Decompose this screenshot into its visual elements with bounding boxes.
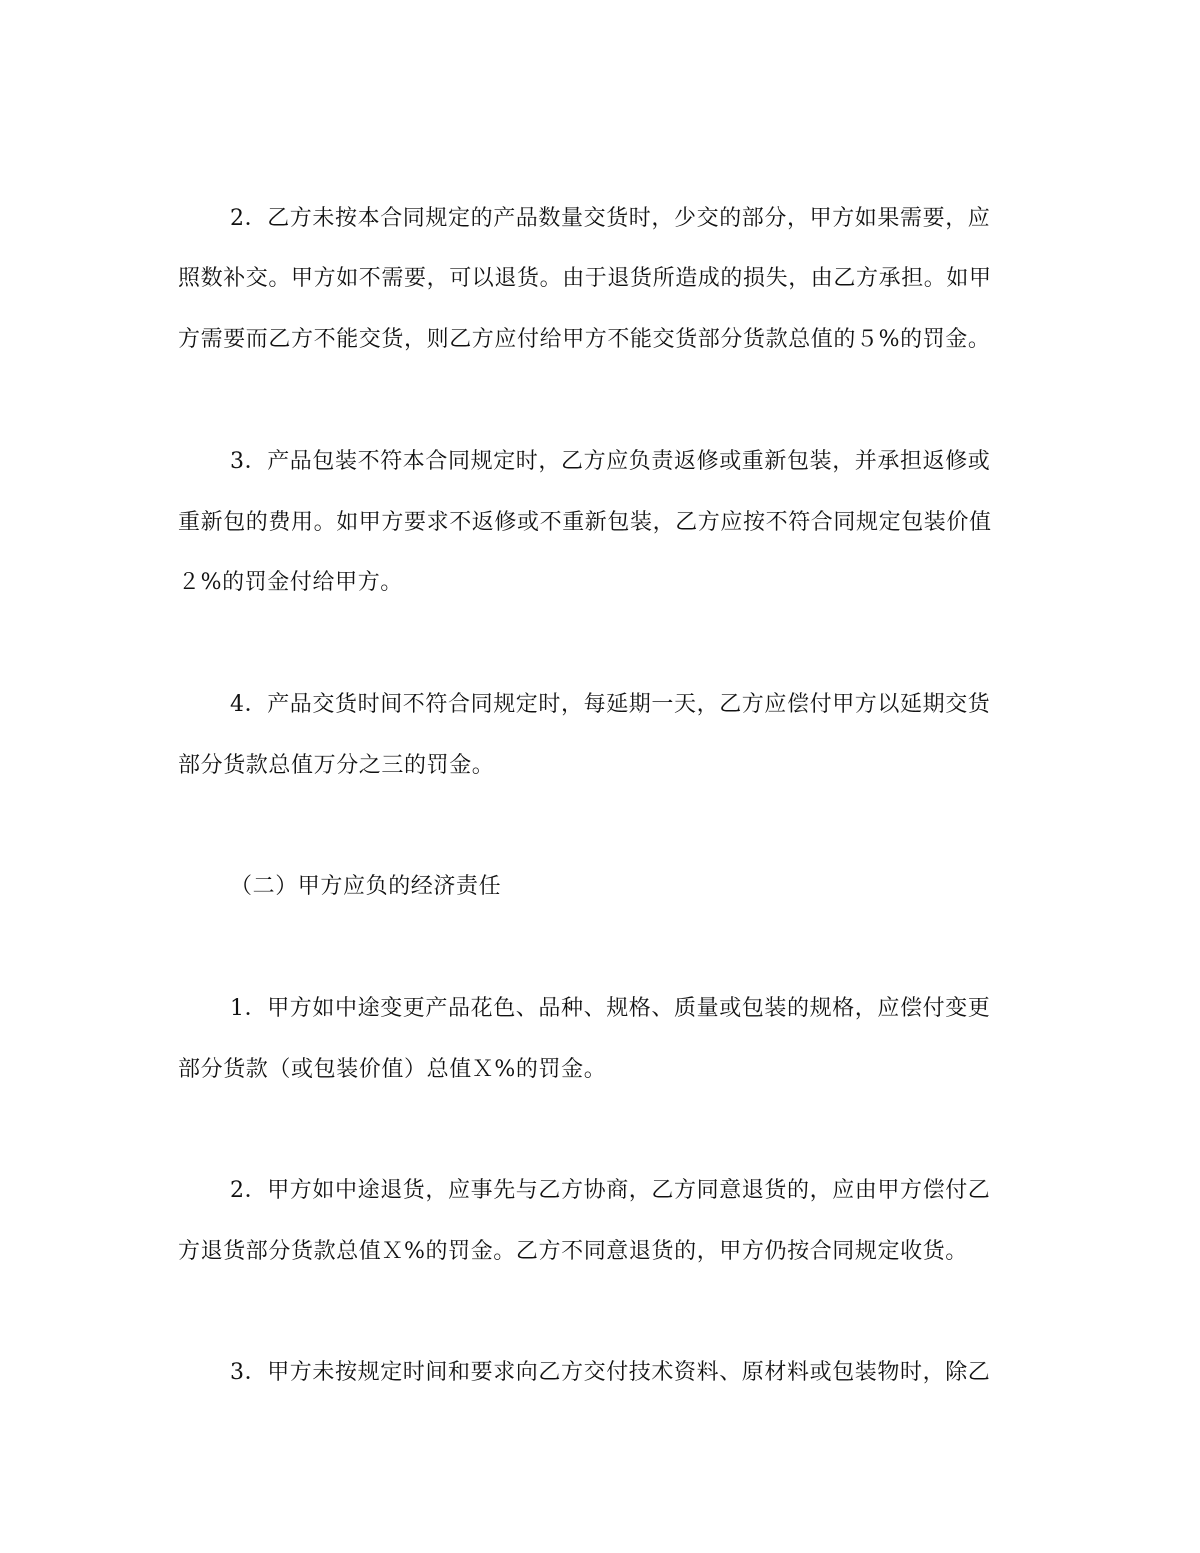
paragraph-line: 4．产品交货时间不符合同规定时，每延期一天，乙方应偿付甲方以延期交货 bbox=[230, 692, 991, 717]
paragraph-line: 2．乙方未按本合同规定的产品数量交货时，少交的部分，甲方如果需要，应 bbox=[230, 206, 991, 231]
paragraph-line: 方需要而乙方不能交货，则乙方应付给甲方不能交货部分货款总值的５%的罚金。 bbox=[178, 327, 991, 352]
paragraph-line: 3．甲方未按规定时间和要求向乙方交付技术资料、原材料或包装物时，除乙 bbox=[230, 1360, 991, 1385]
paragraph-line: 部分货款总值万分之三的罚金。 bbox=[178, 753, 495, 778]
paragraph-line: 方退货部分货款总值Ｘ%的罚金。乙方不同意退货的，甲方仍按合同规定收货。 bbox=[178, 1239, 968, 1264]
paragraph-line: 重新包的费用。如甲方要求不返修或不重新包装，乙方应按不符合同规定包装价值 bbox=[178, 510, 992, 535]
paragraph-line: 部分货款（或包装价值）总值Ｘ%的罚金。 bbox=[178, 1057, 607, 1082]
paragraph-line: ２%的罚金付给甲方。 bbox=[178, 570, 403, 595]
section-heading: （二）甲方应负的经济责任 bbox=[230, 874, 502, 899]
paragraph-line: 2．甲方如中途退货，应事先与乙方协商，乙方同意退货的，应由甲方偿付乙 bbox=[230, 1178, 991, 1203]
paragraph-line: 1．甲方如中途变更产品花色、品种、规格、质量或包装的规格，应偿付变更 bbox=[230, 996, 991, 1021]
paragraph-line: 照数补交。甲方如不需要，可以退货。由于退货所造成的损失，由乙方承担。如甲 bbox=[178, 266, 992, 291]
paragraph-line: 3．产品包装不符本合同规定时，乙方应负责返修或重新包装，并承担返修或 bbox=[230, 449, 991, 474]
